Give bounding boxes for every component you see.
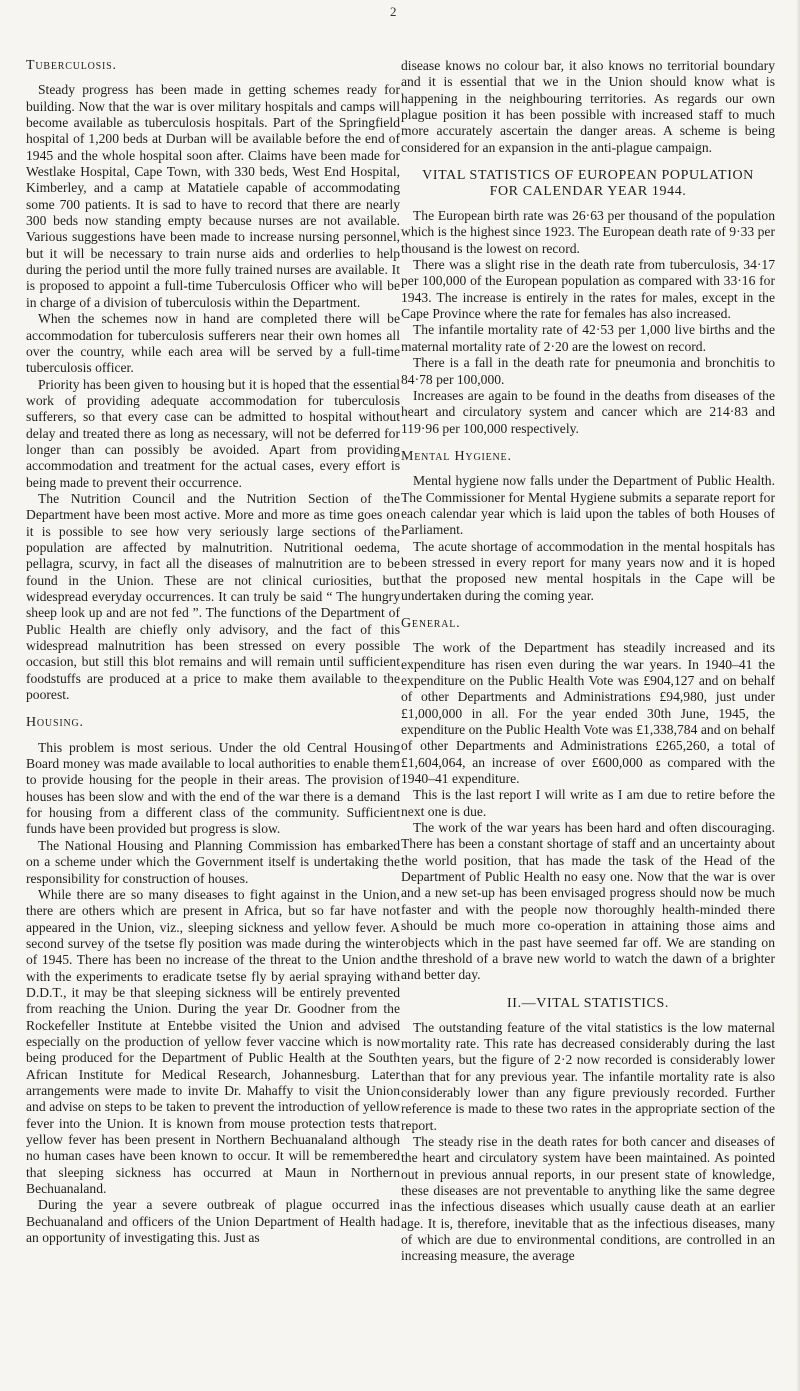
tuberculosis-paragraph: Priority has been given to housing but it is hoped that the essential work of providing adequate accommodation for tuberculosis sufferers, so that every case can be admitted to hospital without delay and treated there as long as necessary, will not be deferred for longer than can possibly be avoided. Apart from providing accommodation and treatment for the actual cases, every effort is being made to prevent their occurrence. (26, 376, 400, 490)
housing-paragraph: This problem is most serious. Under the old Central Housing Board money was made available to local authorities to enable them to provide housing for the people in their areas. The provision of houses has been slow and with the end of the war there is a demand for housing from a different class of the community. Sufficient funds have been provided but progress is slow. (26, 739, 400, 837)
housing-paragraph: The National Housing and Planning Commission has embarked on a scheme under which the Government itself is undertaking the responsibility for construction of houses. (26, 837, 400, 886)
vital-statistics-heading: VITAL STATISTICS OF EUROPEAN POPULATION FOR CALENDAR YEAR 1944. (422, 168, 754, 200)
right-column (401, 58, 775, 1265)
general-paragraph: The work of the war years has been hard and often discouraging. There has been a constant shortage of staff and an uncertainty about the world position, that has made the task of the Head of the Department of Public Health no easy one. Now that the war is over and a new set-up has been envisaged progress should now be much faster and with the people now thoroughly health-minded there should be much more co-operation in attaining those aims and objects which in the past have seemed far off. We are standing on the threshold of a brave new world to watch the dawn of a brighter and better day. (401, 820, 775, 983)
general-paragraph: This is the last report I will write as I am due to retire before the next one is due. (401, 787, 775, 819)
page-number: 2 (390, 4, 397, 19)
nutrition-paragraph: The Nutrition Council and the Nutrition Section of the Department have been most active. More and more as time goes on it is possible to see how very seriously large sections of the population are affected by malnutrition. Nutritional oedema, pellagra, scurvy, in fact all the diseases of malnutrition are to be found in the Union. These are not clinical curiosities, but widespread everyday occurrences. It can truly be said “ The hungry sheep look up and are not fed ”. The functions of the Department of Public Health are chiefly only advisory, and the fact of this widespread malnutrition has been stressed on every possible occasion, but still this blot remains and will remain until sufficient foodstuffs are produced at a price to make them available to the poorest. (26, 490, 400, 703)
plague-continuation: disease knows no colour bar, it also knows no territorial boundary and it is essential that we in the Union should know what is happening in the neighbouring territories. As regards our own plague position it has been possible with increased staff to much more accurately ascertain the danger areas. A scheme is being considered for an expansion in the anti-plague campaign. (401, 58, 775, 155)
vital-statistics-paragraph: Increases are again to be found in the deaths from diseases of the heart and circulatory system and cancer which are 214·83 and 119·96 per 100,000 respectively. (401, 387, 775, 436)
sleeping-sickness-paragraph: While there are so many diseases to fight against in the Union, there are others which are present in Africa, but so far have not appeared in the Union, viz., sleeping sickness and yellow fever. A second survey of the tsetse fly position was made during the winter of 1945. There has been no increase of the threat to the Union and with the experiments to eradicate tsetse fly by aerial spraying with D.D.T., it may be that sleeping sickness will be entirely prevented from reaching the Union. During the year Dr. Goodner from the Rockefeller Institute at Entebbe visited the Union and advised especially on the production of yellow fever vaccine which is now being produced for the Department of Public Health at the South African Institute for Medical Research, Johannesburg. Later arrangements were made to invite Dr. Mahaffy to visit the Union and advise on steps to be taken to prevent the introduction of yellow fever into the Union. It is known from mouse protection tests that yellow fever has been present in Northern Bechuanaland although no human cases have been known to occur. It will be remembered that sleeping sickness has occurred at Maun in Northern Bechuanaland. (26, 886, 400, 1197)
vital-statistics-paragraph: The European birth rate was 26·63 per thousand of the population which is the highest since 1923. The European death rate of 9·33 per thousand is the lowest on record. (401, 208, 775, 256)
housing-heading: Housing. (26, 715, 84, 731)
general-paragraph: The work of the Department has steadily increased and its expenditure has risen even during the war years. In 1940–41 the expenditure on the Public Health Vote was £904,127 and on behalf of other Departments and Administrations £94,980, just under £1,000,000 in all. For the year ended 30th June, 1945, the expenditure on the Public Health Vote was £1,338,784 and on behalf of other Departments and Administrations £265,260, a total of £1,604,064, an increase of over £600,000 as compared with the 1940–41 expenditure. (401, 640, 775, 787)
mental-hygiene-paragraph: Mental hygiene now falls under the Department of Public Health. The Commissioner for Mental Hygiene submits a separate report for each calendar year which is laid upon the tables of both Houses of Parliament. (401, 473, 775, 538)
section-ii-paragraph: The steady rise in the death rates for both cancer and diseases of the heart and circulatory system have been maintained. As pointed out in previous annual reports, in our present state of knowledge, these diseases are not preventable to anything like the same degree as the infectious diseases which usually cause death at an earlier age. It is, therefore, inevitable that as the infectious diseases, many of which are due to environmental conditions, are controlled in an increasing measure, the average (401, 1133, 775, 1264)
tuberculosis-paragraph: When the schemes now in hand are completed there will be accommodation for tuberculosis sufferers near their own homes all over the country, while each area will be served by a full-time tuberculosis officer. (26, 311, 400, 376)
mental-hygiene-heading: Mental Hygiene. (401, 448, 512, 464)
vital-statistics-paragraph: There is a fall in the death rate for pneumonia and bronchitis to 84·78 per 100,000. (401, 355, 775, 387)
page-edge-shadow (796, 0, 800, 1391)
vital-statistics-paragraph: The infantile mortality rate of 42·53 per 1,000 live births and the maternal mortality rate of 2·20 are the lowest on record. (401, 322, 775, 354)
plague-paragraph: During the year a severe outbreak of plague occurred in Bechuanaland and officers of the Union Department of Health had an opportunity of investigating this. Just as (26, 1197, 400, 1246)
section-ii-heading: II.—VITAL STATISTICS. (507, 995, 669, 1011)
section-ii-paragraph: The outstanding feature of the vital statistics is the low maternal mortality rate. This rate has decreased considerably during the last ten years, but the figure of 2·2 now recorded is considerably lower than that for any previous year. The infantile mortality rate is also considerably lower than any figure previously recorded. Further reference is made to these two rates in the appropriate section of the report. (401, 1019, 775, 1133)
tuberculosis-heading: Tuberculosis. (26, 58, 117, 73)
tuberculosis-paragraph: Steady progress has been made in getting schemes ready for building. Now that the war is over military hospitals and camps will become available as tuberculosis hospitals. Part of the Springfield hospital of 1,200 beds at Durban will be available before the end of 1945 and the whole hospital soon after. Claims have been made for Westlake Hospital, Cape Town, with 330 beds, West End Hospital, Kimberley, and a camp at Matatiele capable of accommodating some 700 patients. It is sad to have to record that there are nearly 300 beds now standing empty because nurses are not available. Various suggestions have been made to increase nursing personnel, but it will be necessary to train nurse aids and orderlies to help during the period until the more fully trained nurses are available. It is proposed to appoint a full-time Tuberculosis Officer who will be in charge of a division of tuberculosis within the Department. (26, 82, 400, 310)
mental-hygiene-paragraph: The acute shortage of accommodation in the mental hospitals has been stressed in every report for many years now and it is hoped that the proposed new mental hospitals in the Cape will be undertaken during the coming year. (401, 538, 775, 603)
left-column (26, 58, 400, 1246)
general-heading: General. (401, 615, 461, 631)
vital-statistics-paragraph: There was a slight rise in the death rate from tuberculosis, 34·17 per 100,000 of the European population as compared with 33·16 for 1943. The increase is entirely in the rates for males, except in the Cape Province where the rate for females has also increased. (401, 257, 775, 322)
